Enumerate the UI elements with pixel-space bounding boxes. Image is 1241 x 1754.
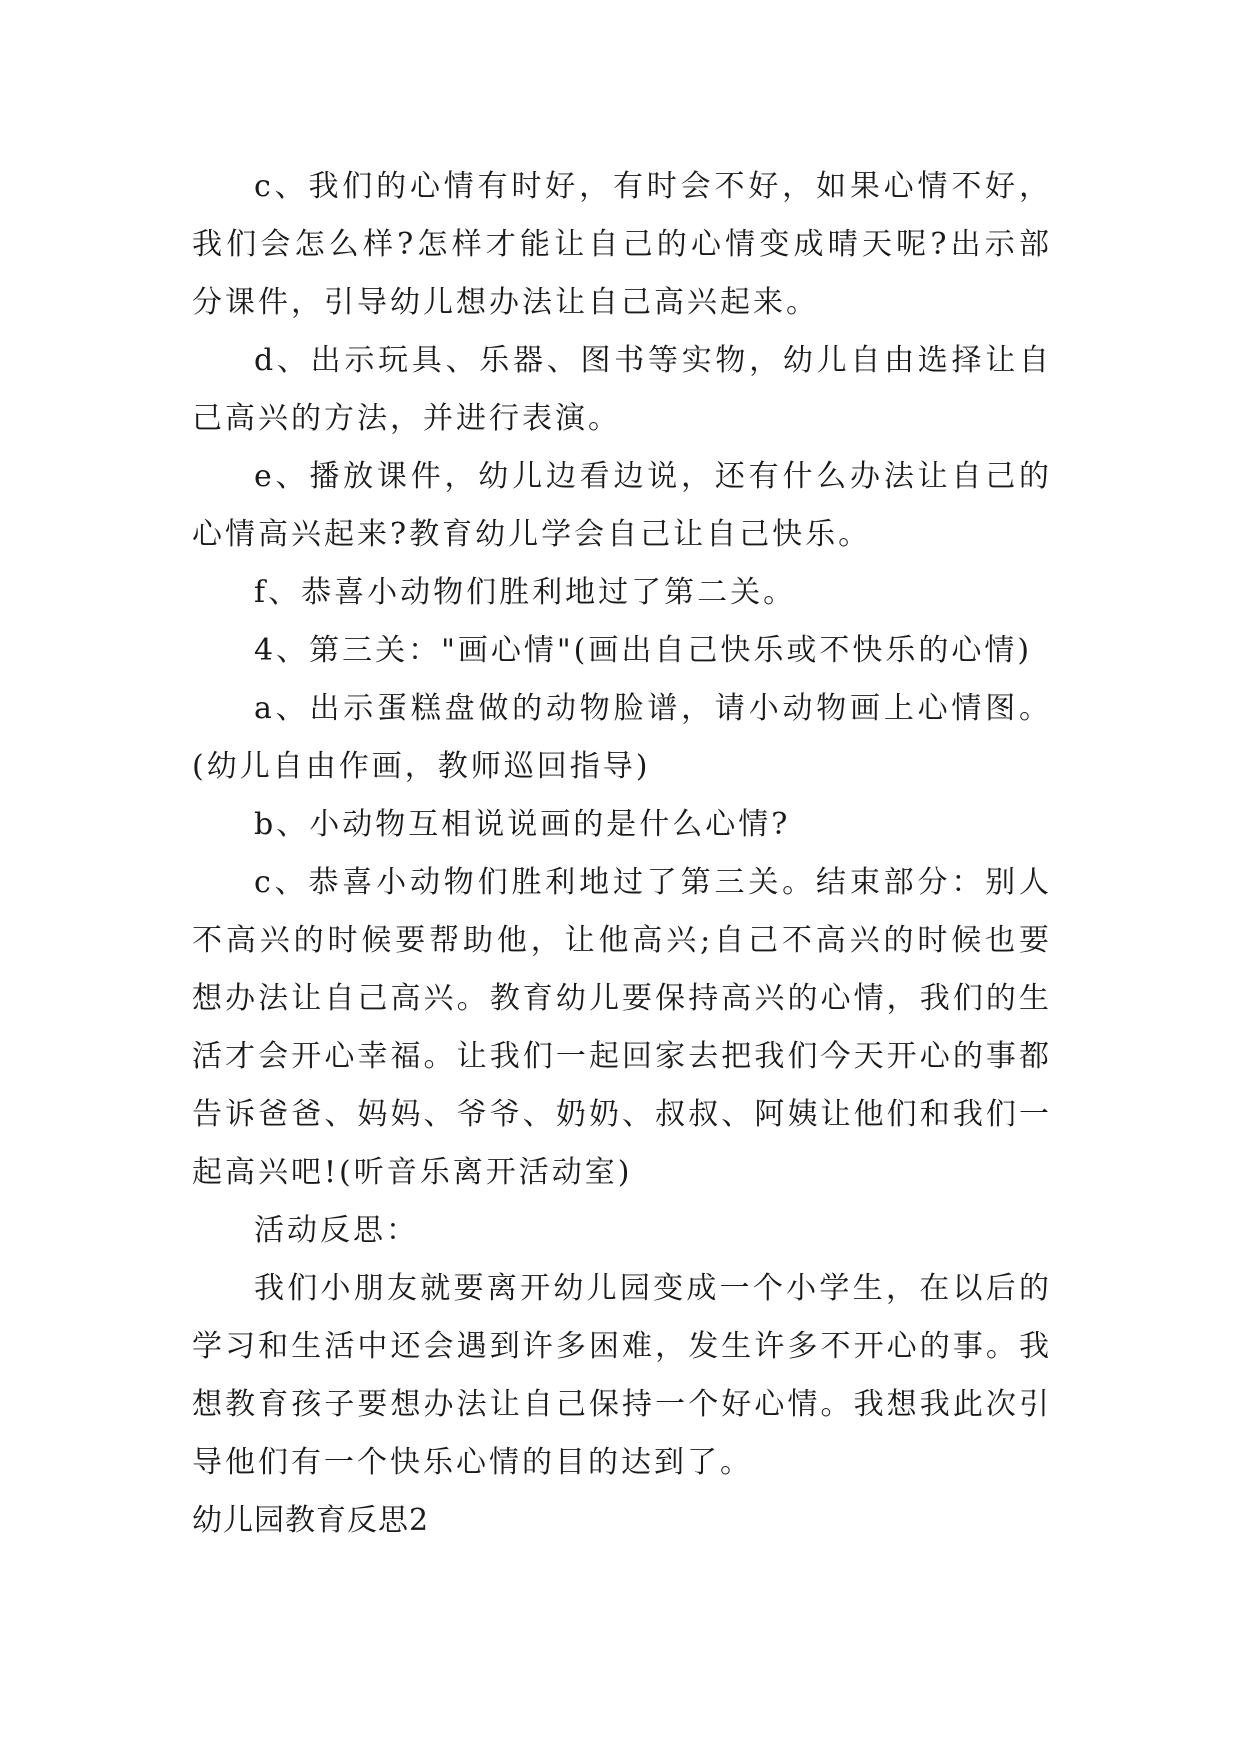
paragraph-reflection-label: 活动反思： bbox=[254, 1213, 419, 1248]
paragraph-step-d-objects: d、出示玩具、乐器、图书等实物，幼儿自由选择让自己高兴的方法，并进行表演。 bbox=[192, 343, 1052, 436]
paragraph-step-c-mood: c、我们的心情有时好，有时会不好，如果心情不好，我们会怎么样?怎样才能让自己的心情变成晴天呢?出示部分课件，引导幼儿想办法让自己高兴起来。 bbox=[192, 169, 1052, 320]
paragraph-step-b-discuss: b、小动物互相说说画的是什么心情? bbox=[254, 807, 791, 842]
paragraph-step-f-second-level: f、恭喜小动物们胜利地过了第二关。 bbox=[254, 575, 797, 610]
paragraph-step-a-masks: a、出示蛋糕盘做的动物脸谱，请小动物画上心情图。(幼儿自由作画，教师巡回指导) bbox=[192, 691, 1052, 784]
paragraph-reflection-body: 我们小朋友就要离开幼儿园变成一个小学生，在以后的学习和生活中还会遇到许多困难，发生许多不开心的事。我想教育孩子要想办法让自己保持一个好心情。我想我此次引导他们有一个快乐心情的目的达到了。 bbox=[192, 1271, 1052, 1480]
document-body bbox=[192, 158, 1052, 1550]
paragraph-step-e-courseware: e、播放课件，幼儿边看边说，还有什么办法让自己的心情高兴起来?教育幼儿学会自己让自己快乐。 bbox=[192, 459, 1052, 552]
paragraph-third-level-title: 4、第三关："画心情"(画出自己快乐或不快乐的心情) bbox=[254, 633, 1033, 668]
paragraph-step-c-conclusion: c、恭喜小动物们胜利地过了第三关。结束部分：别人不高兴的时候要帮助他，让他高兴;自己不高兴的时候也要想办法让自己高兴。教育幼儿要保持高兴的心情，我们的生活才会开心幸福。让我们一起回家去把我们今天开心的事都告诉爸爸、妈妈、爷爷、奶奶、叔叔、阿姨让他们和我们一起高兴吧!(听音乐离开活动室) bbox=[192, 865, 1052, 1190]
section-heading: 幼儿园教育反思2 bbox=[192, 1503, 430, 1538]
